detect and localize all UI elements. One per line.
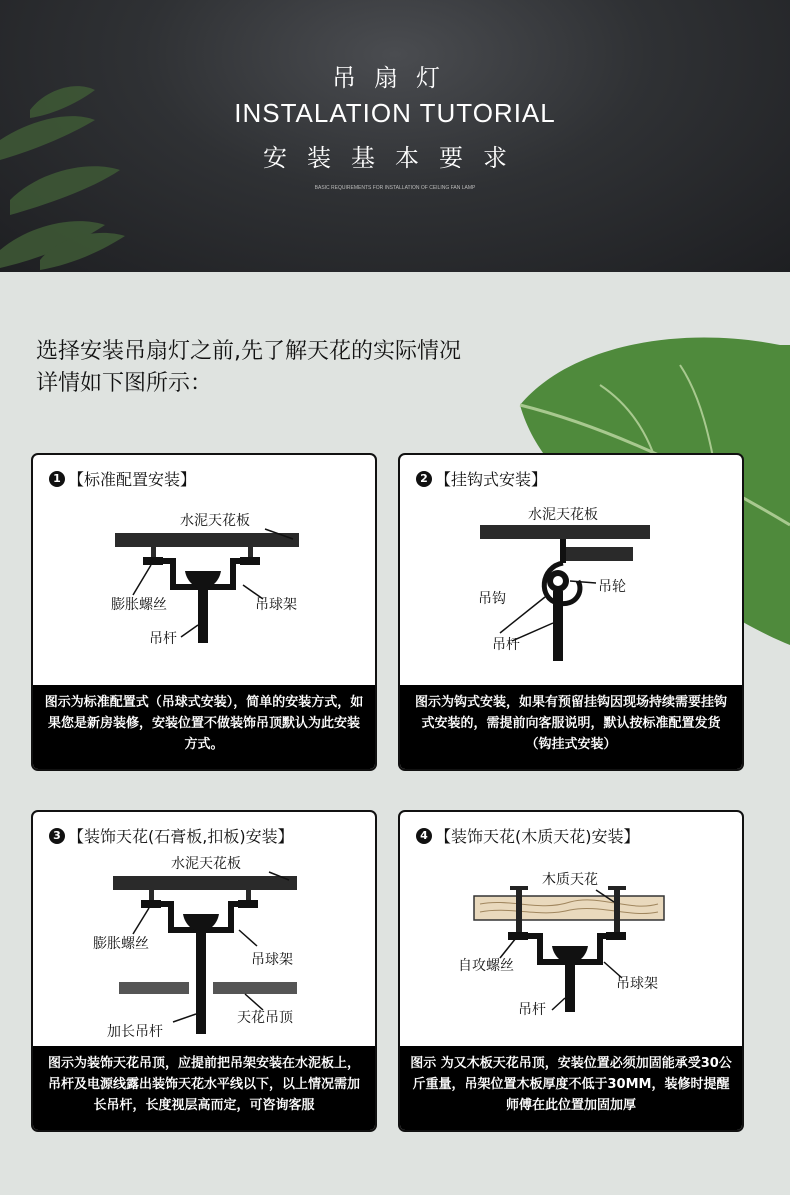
label-cement-ceiling: 水泥天花板 bbox=[180, 513, 250, 529]
intro-line-2: 详情如下图所示： bbox=[36, 371, 213, 396]
plant-leaf-decoration bbox=[0, 0, 200, 272]
label-wood-ceiling: 木质天花 bbox=[542, 872, 598, 888]
label-self-tapping-screw: 自攻螺丝 bbox=[458, 958, 514, 974]
label-ball-bracket: 吊球架 bbox=[616, 976, 658, 992]
label-rod: 吊杆 bbox=[518, 1002, 546, 1018]
card-title bbox=[416, 824, 640, 847]
label-ball-bracket: 吊球架 bbox=[251, 952, 293, 968]
card-title bbox=[49, 824, 294, 847]
label-expansion-screw: 膨胀螺丝 bbox=[111, 597, 167, 613]
card-number-badge: 3 bbox=[49, 828, 65, 844]
label-cement-ceiling: 水泥天花板 bbox=[528, 507, 598, 523]
card-caption: 图示 为又木板天花吊顶，安装位置必须加固能承受30公斤重量，吊架位置木板厚度不低于30MM，装修时提醒师傅在此位置加固加厚 bbox=[400, 1046, 742, 1130]
install-card-gypsum bbox=[31, 810, 377, 1132]
card-number-badge: 2 bbox=[416, 471, 432, 487]
label-rod: 吊杆 bbox=[492, 637, 520, 653]
hero-title-en: INSTALATION TUTORIAL bbox=[234, 98, 556, 128]
card-title-text: 【装饰天花(木质天花)安装】 bbox=[435, 827, 640, 846]
card-number-badge: 4 bbox=[416, 828, 432, 844]
wood-mount-diagram bbox=[400, 852, 744, 1052]
label-rod: 吊杆 bbox=[149, 631, 177, 647]
hero-title-cn: 吊扇灯 bbox=[332, 64, 458, 92]
hook-mount-diagram bbox=[400, 495, 744, 695]
label-expansion-screw: 膨胀螺丝 bbox=[93, 936, 149, 952]
install-card-hook bbox=[398, 453, 744, 771]
label-ball-bracket: 吊球架 bbox=[255, 597, 297, 613]
gypsum-mount-diagram bbox=[33, 852, 377, 1052]
hero-banner bbox=[0, 0, 790, 272]
intro-text bbox=[36, 336, 461, 400]
card-title bbox=[416, 467, 547, 490]
label-hook: 吊钩 bbox=[478, 591, 506, 607]
install-card-wood bbox=[398, 810, 744, 1132]
card-title bbox=[49, 467, 196, 490]
intro-line-1: 选择安装吊扇灯之前,先了解天花的实际情况 bbox=[36, 339, 461, 364]
card-title-text: 【挂钩式安装】 bbox=[435, 470, 548, 489]
card-number-badge: 1 bbox=[49, 471, 65, 487]
card-caption: 图示为钩式安装，如果有预留挂钩因现场持续需要挂钩式安装的，需提前向客服说明，默认按标准配置发货（钩挂式安装） bbox=[400, 685, 742, 769]
standard-mount-diagram bbox=[33, 495, 377, 695]
card-caption: 图示为标准配置式（吊球式安装），简单的安装方式，如果您是新房装修，安装位置不做装饰吊顶默认为此安装方式。 bbox=[33, 685, 375, 769]
hero-subtitle-cn: 安装基本要求 bbox=[263, 144, 527, 172]
card-title-text: 【装饰天花(石膏板,扣板)安装】 bbox=[68, 827, 294, 846]
card-caption: 图示为装饰天花吊顶，应提前把吊架安装在水泥板上，吊杆及电源线露出装饰天花水平线以下，以上情况需加长吊杆，长度视层高而定，可咨询客服 bbox=[33, 1046, 375, 1130]
card-title-text: 【标准配置安装】 bbox=[68, 470, 197, 489]
label-pulley: 吊轮 bbox=[598, 579, 626, 595]
hero-small-en: BASIC REQUIREMENTS FOR INSTALLATION OF CEILING FAN LAMP bbox=[314, 185, 476, 191]
label-cement-ceiling: 水泥天花板 bbox=[171, 856, 241, 872]
label-suspended-ceiling: 天花吊顶 bbox=[237, 1010, 293, 1026]
label-extended-rod: 加长吊杆 bbox=[107, 1024, 163, 1040]
install-card-standard bbox=[31, 453, 377, 771]
